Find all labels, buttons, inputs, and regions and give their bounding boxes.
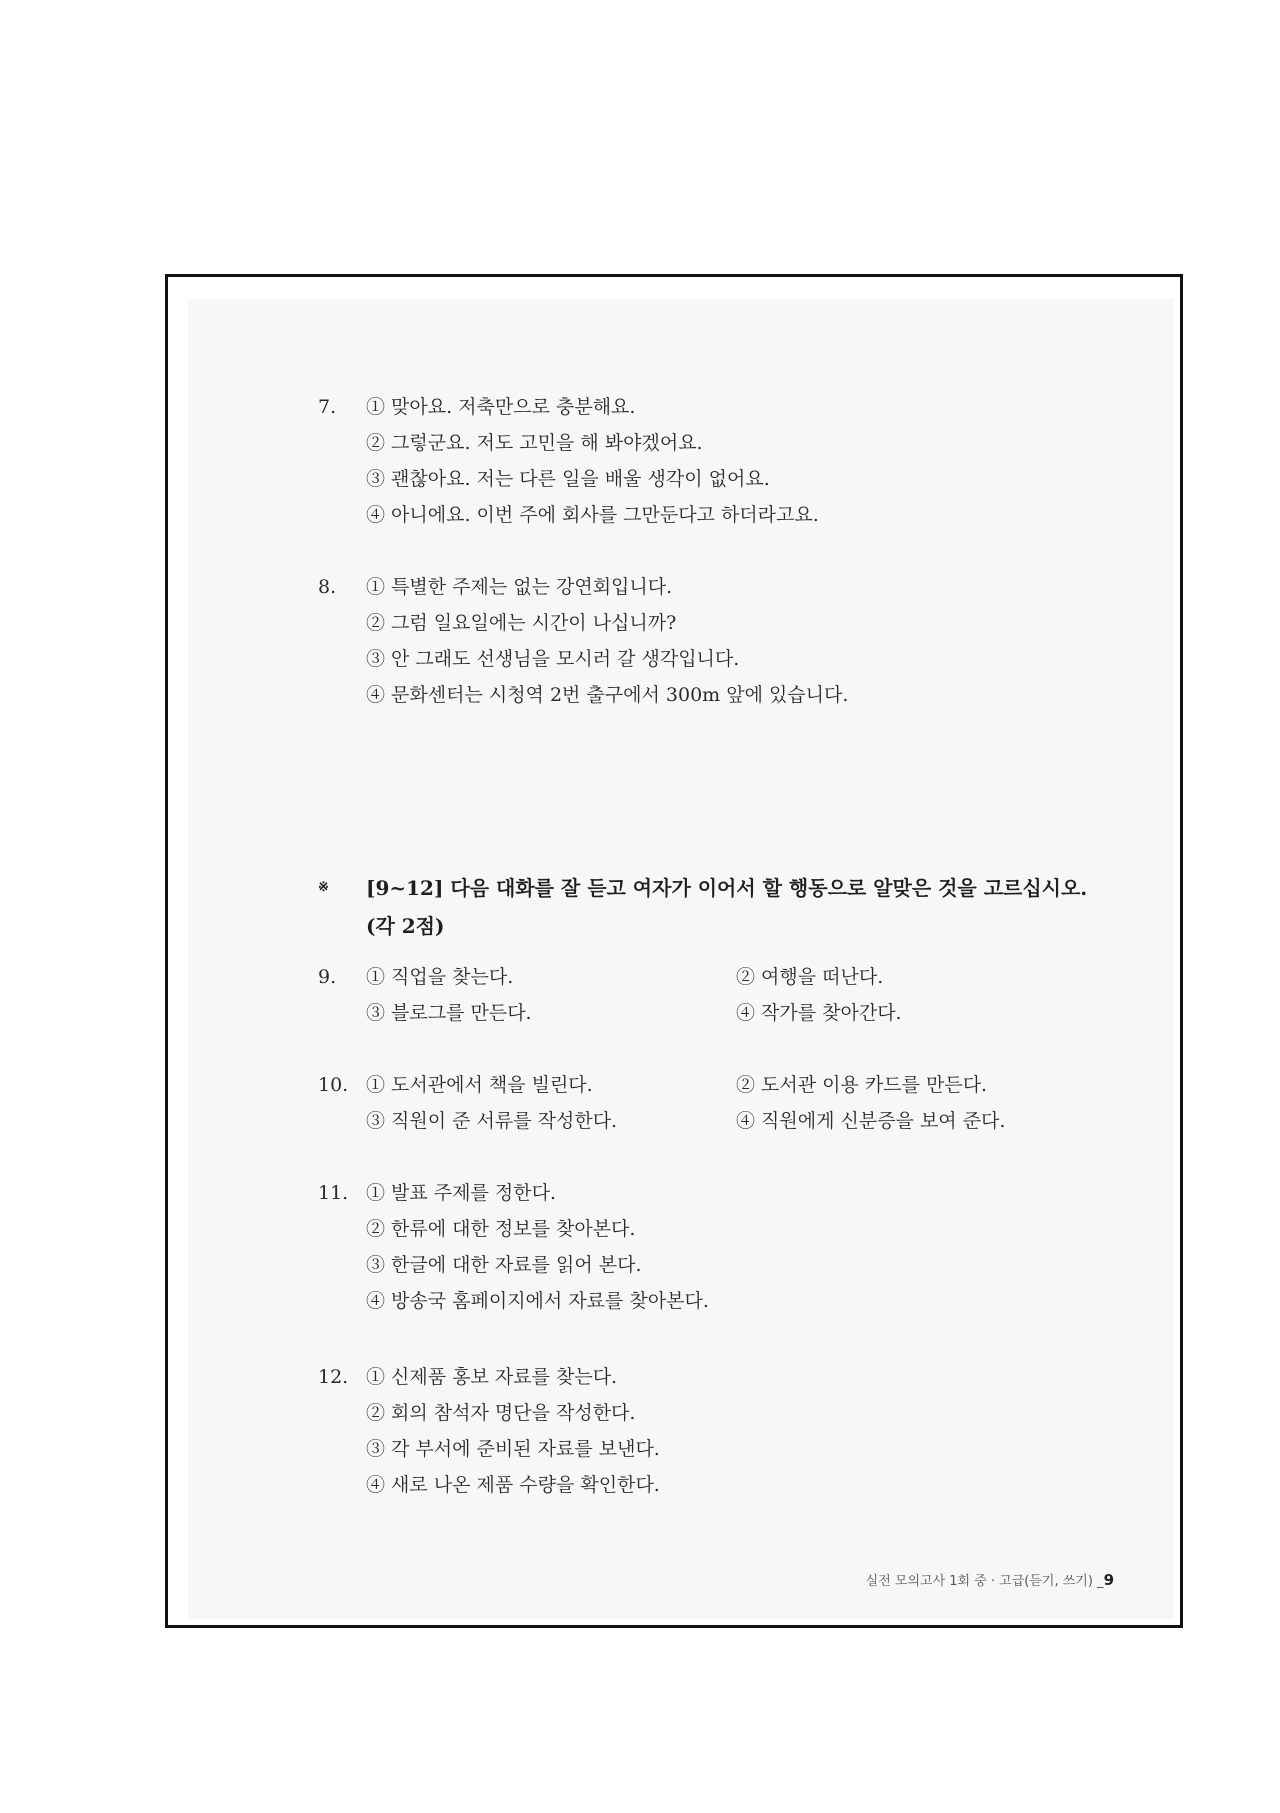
option-2: ② 그렇군요. 저도 고민을 해 봐야겠어요. <box>366 432 703 454</box>
question-number: 8. <box>318 576 337 598</box>
option-2: ② 도서관 이용 카드를 만든다. <box>736 1074 988 1096</box>
option-3: ③ 각 부서에 준비된 자료를 보낸다. <box>366 1438 660 1460</box>
option-row <box>366 995 1106 1031</box>
instruction-text: [9~12] 다음 대화를 잘 듣고 여자가 이어서 할 행동으로 알맞은 것을 고르십시오. <box>366 876 1088 900</box>
option-row <box>366 1067 1106 1103</box>
option-list <box>366 569 848 713</box>
option-row <box>366 1103 1106 1139</box>
option-4: ④ 아니에요. 이번 주에 회사를 그만둔다고 하더라고요. <box>366 504 819 526</box>
option-4: ④ 새로 나온 제품 수량을 확인한다. <box>366 1474 660 1496</box>
option-list <box>366 1175 709 1319</box>
question-number: 9. <box>318 966 337 988</box>
option-2: ② 그럼 일요일에는 시간이 나십니까? <box>366 612 677 634</box>
option-4: ④ 문화센터는 시청역 2번 출구에서 300m 앞에 있습니다. <box>366 684 849 706</box>
option-1: ① 직업을 찾는다. <box>366 966 514 988</box>
footer-text: 실전 모의고사 1회 중 · 고급(듣기, 쓰기) _ <box>865 1574 1104 1589</box>
option-4: ④ 방송국 홈페이지에서 자료를 찾아본다. <box>366 1290 709 1312</box>
option-3: ③ 블로그를 만든다. <box>366 1002 532 1024</box>
option-list <box>366 1067 1106 1139</box>
option-3: ③ 안 그래도 선생님을 모시러 갈 생각입니다. <box>366 648 740 670</box>
option-1: ① 특별한 주제는 없는 강연회입니다. <box>366 576 673 598</box>
option-3: ③ 괜찮아요. 저는 다른 일을 배울 생각이 없어요. <box>366 468 770 490</box>
page-number: 9 <box>1103 1571 1114 1589</box>
reference-mark: ※ <box>318 880 329 895</box>
option-list <box>366 1359 660 1503</box>
page-content <box>188 299 1174 1619</box>
option-4: ④ 직원에게 신분증을 보여 준다. <box>736 1110 1006 1132</box>
option-3: ③ 한글에 대한 자료를 읽어 본다. <box>366 1254 642 1276</box>
option-1: ① 도서관에서 책을 빌린다. <box>366 1074 593 1096</box>
option-1: ① 발표 주제를 정한다. <box>366 1182 556 1204</box>
page-frame <box>165 274 1183 1628</box>
option-4: ④ 작가를 찾아간다. <box>736 1002 902 1024</box>
question-number: 10. <box>318 1074 349 1096</box>
option-1: ① 맞아요. 저축만으로 충분해요. <box>366 396 636 418</box>
question-number: 7. <box>318 396 337 418</box>
question-number: 11. <box>318 1182 349 1204</box>
option-list <box>366 959 1106 1031</box>
option-2: ② 여행을 떠난다. <box>736 966 884 988</box>
option-row <box>366 959 1106 995</box>
option-2: ② 한류에 대한 정보를 찾아본다. <box>366 1218 636 1240</box>
instruction-points: (각 2점) <box>366 914 445 938</box>
option-3: ③ 직원이 준 서류를 작성한다. <box>366 1110 618 1132</box>
page-footer <box>866 1570 1114 1589</box>
option-list <box>366 389 819 533</box>
question-number: 12. <box>318 1366 349 1388</box>
option-1: ① 신제품 홍보 자료를 찾는다. <box>366 1366 618 1388</box>
option-2: ② 회의 참석자 명단을 작성한다. <box>366 1402 636 1424</box>
